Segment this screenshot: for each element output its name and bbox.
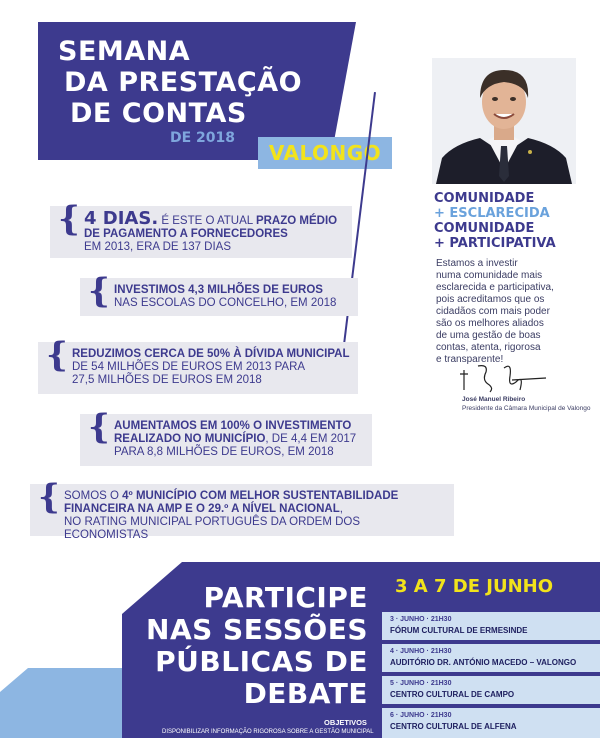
session-where: AUDITÓRIO DR. ANTÓNIO MACEDO – VALONGO bbox=[390, 658, 577, 667]
fact-bold: 4º MUNICÍPIO COM MELHOR SUSTENTABILIDADE bbox=[122, 490, 399, 502]
portrait-photo bbox=[432, 58, 576, 184]
fact-line bbox=[84, 208, 344, 229]
title-line-1: SEMANA bbox=[58, 36, 191, 67]
brace-icon: { bbox=[46, 335, 68, 375]
brace-icon: { bbox=[58, 199, 80, 239]
session-when: 5 · JUNHO · 21H30 bbox=[390, 680, 452, 687]
fact-text: NAS ESCOLAS DO CONCELHO, EM 2018 bbox=[114, 297, 337, 309]
slogan-line-1: COMUNIDADE bbox=[434, 191, 535, 206]
cta-line-4: DEBATE bbox=[243, 677, 368, 710]
session-item bbox=[382, 612, 600, 640]
fact-bold: INVESTIMOS 4,3 MILHÕES DE EUROS bbox=[114, 284, 323, 296]
fact-bold: AUMENTAMOS EM 100% O INVESTIMENTO bbox=[114, 420, 352, 432]
session-where: CENTRO CULTURAL DE CAMPO bbox=[390, 690, 515, 699]
fact-line bbox=[114, 446, 364, 459]
session-where: FÓRUM CULTURAL DE ERMESINDE bbox=[390, 626, 528, 635]
title-line-2: DA PRESTAÇÃO bbox=[64, 67, 303, 98]
fact-line bbox=[114, 297, 350, 310]
brace-icon: { bbox=[88, 407, 110, 447]
fact-text: 27,5 MILHÕES DE EUROS EM 2018 bbox=[72, 374, 262, 386]
cta-line-2: NAS SESSÕES bbox=[146, 613, 368, 646]
session-when: 4 · JUNHO · 21H30 bbox=[390, 648, 452, 655]
fact-line bbox=[64, 503, 446, 516]
objectives-text: DISPONIBILIZAR INFORMAÇÃO RIGOROSA SOBRE A GESTÃO MUNICIPAL bbox=[162, 729, 374, 735]
fact-line bbox=[114, 420, 364, 433]
fact-line bbox=[114, 284, 350, 297]
brace-icon: { bbox=[38, 477, 60, 517]
fact-text: DE 54 MILHÕES DE EUROS EM 2013 PARA bbox=[72, 361, 306, 373]
fact-line bbox=[72, 361, 350, 374]
session-when: 3 · JUNHO · 21H30 bbox=[390, 616, 452, 623]
fact-box-payment bbox=[50, 199, 352, 258]
portrait-illustration bbox=[432, 58, 576, 184]
slogan-line-2: + ESCLARECIDA bbox=[434, 206, 550, 221]
title-year: DE 2018 bbox=[170, 130, 236, 146]
fact-text: É ESTE O ATUAL bbox=[158, 215, 256, 227]
session-item bbox=[382, 676, 600, 704]
fact-line bbox=[114, 433, 364, 446]
fact-box-sustainability bbox=[30, 477, 454, 541]
fact-box-schools bbox=[80, 271, 358, 316]
slogan-line-3: COMUNIDADE bbox=[434, 221, 535, 236]
session-item bbox=[382, 644, 600, 672]
signature-image bbox=[454, 360, 554, 394]
session-where: CENTRO CULTURAL DE ALFENA bbox=[390, 722, 517, 731]
fact-text: EM 2013, ERA DE 137 DIAS bbox=[84, 241, 232, 253]
fact-highlight: 4 DIAS. bbox=[84, 208, 159, 229]
cta-line-3: PÚBLICAS DE bbox=[155, 645, 368, 678]
fact-bold: DE PAGAMENTO A FORNECEDORES bbox=[84, 228, 288, 240]
title-line-3: DE CONTAS bbox=[70, 98, 247, 129]
objectives-label: OBJETIVOS bbox=[324, 718, 367, 727]
fact-line bbox=[72, 374, 350, 387]
fact-bold: FINANCEIRA NA AMP E O 29.º A NÍVEL NACIONAL bbox=[64, 503, 340, 515]
fact-line bbox=[72, 348, 350, 361]
signer-name: José Manuel Ribeiro bbox=[462, 396, 526, 403]
mayor-statement: Estamos a investir numa comunidade mais esclarecida e participativa, pois acreditamos que os cidadãos com mais poder são os melhores aliados de uma gestão de boas contas, atenta, rigorosa e transparente! bbox=[436, 258, 554, 365]
fact-bold: REDUZIMOS CERCA DE 50% À DÍVIDA MUNICIPAL bbox=[72, 348, 350, 360]
signer-role: Presidente da Câmara Municipal de Valongo bbox=[462, 405, 591, 412]
city-badge bbox=[258, 137, 392, 169]
session-dates: 3 A 7 DE JUNHO bbox=[382, 566, 566, 606]
brace-icon: { bbox=[88, 271, 110, 311]
fact-line bbox=[64, 490, 446, 503]
fact-text: , DE 4,4 EM 2017 bbox=[265, 433, 357, 445]
fact-box-debt bbox=[38, 335, 358, 394]
slogan-line-4: + PARTICIPATIVA bbox=[434, 236, 556, 251]
city-name: VALONGO bbox=[268, 141, 382, 165]
fact-line bbox=[84, 241, 344, 254]
fact-text: SOMOS O bbox=[64, 490, 123, 502]
session-when: 6 · JUNHO · 21H30 bbox=[390, 712, 452, 719]
fact-box-investment bbox=[80, 407, 372, 466]
fact-line bbox=[64, 516, 446, 542]
fact-text: NO RATING MUNICIPAL PORTUGUÊS DA ORDEM DOS ECONOMISTAS bbox=[64, 516, 361, 541]
session-item bbox=[382, 708, 600, 738]
fact-bold: PRAZO MÉDIO bbox=[255, 215, 338, 227]
fact-line bbox=[84, 228, 344, 241]
fact-text: , bbox=[339, 503, 343, 515]
fact-bold: REALIZADO NO MUNICÍPIO bbox=[114, 433, 266, 445]
cta-line-1: PARTICIPE bbox=[203, 581, 368, 614]
fact-text: PARA 8,8 MILHÕES DE EUROS, EM 2018 bbox=[114, 446, 334, 458]
